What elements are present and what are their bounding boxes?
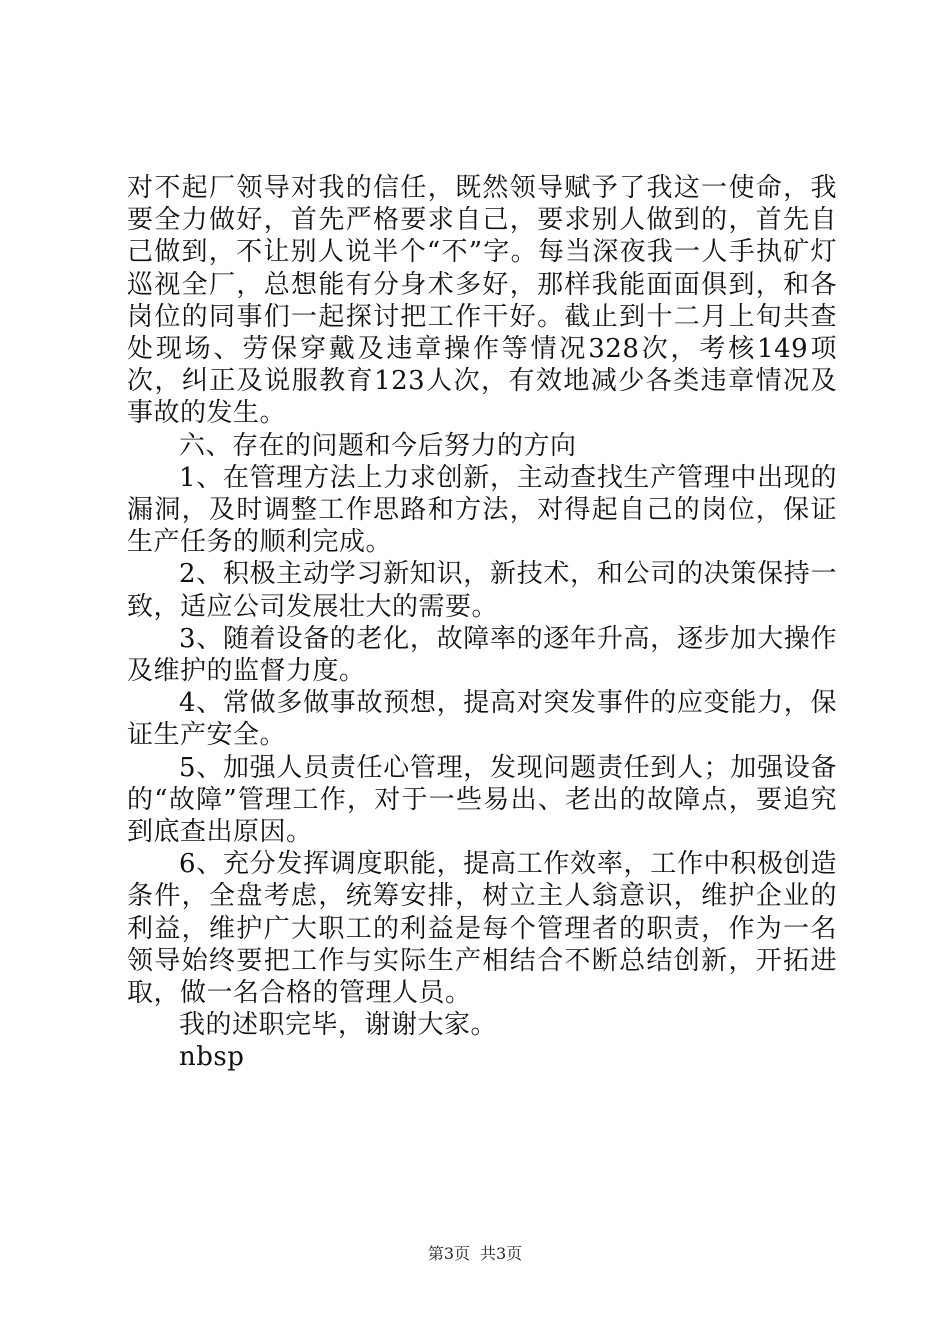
- list-item: 4、常做多做事故预想，提高对突发事件的应变能力，保证生产安全。: [127, 688, 837, 751]
- page-footer: [0, 1244, 950, 1264]
- document-body: [127, 172, 837, 1074]
- page-number: 第3页: [427, 1244, 470, 1263]
- list-item: 6、充分发挥调度职能，提高工作效率，工作中积极创造条件，全盘考虑，统筹安排，树立主人翁意识，维护企业的利益，维护广大职工的利益是每个管理者的职责，作为一名领导始终要把工作与实际生产相结合不断总结创新，开拓进取，做一名合格的管理人员。: [127, 849, 837, 1009]
- list-item: 3、随着设备的老化，故障率的逐年升高，逐步加大操作及维护的监督力度。: [127, 623, 837, 687]
- list-item: 1、在管理方法上力求创新，主动查找生产管理中出现的漏洞，及时调整工作思路和方法，对得起自己的岗位，保证生产任务的顺利完成。: [127, 462, 837, 558]
- paragraph-continuation: 对不起厂领导对我的信任，既然领导赋予了我这一使命，我要全力做好，首先严格要求自己，要求别人做到的，首先自己做到，不让别人说半个“不”字。每当深夜我一人手执矿灯巡视全厂，总想能有分身术多好，那样我能面面俱到，和各岗位的同事们一起探讨把工作干好。截止到十二月上旬共查处现场、劳保穿戴及违章操作等情况328次，考核149项次，纠正及说服教育123人次，有效地减少各类违章情况及事故的发生。: [127, 173, 837, 429]
- trailing-text: nbsp: [179, 1042, 245, 1073]
- list-item: 5、加强人员责任心管理，发现问题责任到人；加强设备的“故障”管理工作，对于一些易出、老出的故障点，要追究到底查出原因。: [127, 752, 837, 848]
- section-heading: 六、存在的问题和今后努力的方向: [179, 430, 577, 461]
- list-item: 2、积极主动学习新知识，新技术，和公司的决策保持一致，适应公司发展壮大的需要。: [127, 559, 837, 622]
- closing-line: 我的述职完毕，谢谢大家。: [179, 1010, 498, 1041]
- page-total: 共3页: [480, 1244, 523, 1263]
